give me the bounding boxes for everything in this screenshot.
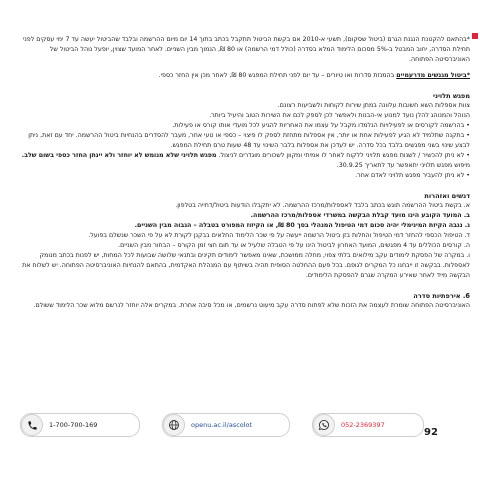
whatsapp-contact-pill[interactable] — [312, 413, 424, 437]
phone-number-1: 1-700-700-169 — [49, 421, 98, 429]
website-link[interactable]: openu.ac.il/ascolot — [191, 421, 253, 429]
section1-bold-line: מפגש תלויני שלא מנומש לא יוחזר ולא יינתן החזר כספי בשום שלב. — [21, 152, 217, 159]
section-title-notes: דגשים ואזהרות — [424, 192, 470, 200]
whatsapp-number: 052-2369397 — [341, 421, 385, 429]
contact-footer — [20, 413, 460, 443]
intro-note: *בהתאם להקטנת הנגנת הגרם (ביטול שסקום), תשעי א-2010 אם בקשת הביטול תתקבל בכתב בתוך 14 יום מיום ההרשמה ובלבד שהביטול יעשה עד 7 ימי עסקים לפני תחילת הסדרה, יחוב המבטל ב-5% מסכום הלימוד המלא בסדרה (כולל דמי הרשמה) או 80 ₪, הנמוך מבין השניים. לאחר המועד שצוין, יופעל נוהל הביטול של האוניברסיטה הפתוחה. — [22, 36, 470, 63]
globe-icon — [163, 414, 185, 436]
phone-contact-pill[interactable] — [20, 413, 140, 437]
whatsapp-icon — [313, 414, 335, 436]
section2-line-c: ג. נגבה הקיזת המינימלי יהיה סכום דמי הטיפול המנהלי בסך 80 ₪, או הקיזוז המפורט בטבלה – הגבוה מבין השניים. — [134, 222, 470, 229]
section2-line-d: ד. הטיפול הכספי להחזר דמי הטיפול והחלות בזן ביטול הרשמה ייעשה על פי שכר הלימוד החלאים בבקנן לקורת לא על פי השכר שנשלם בפועל. — [88, 232, 470, 239]
section1-line: • בהרשמה לקורסים או לפעילויות הנלמדו מקבל על עצמו את האחריות להגיע לכל מועדי אותו קורס או פעילות. — [172, 122, 470, 129]
section1-line: צוות אספלות השא חשובות עלוונה במתן שירות לקוחות ולשביעות רצונם. — [277, 102, 470, 109]
section1-line: • לא ניתן להכשיר / לשנות מפגש תלויני ללקוח לאחר לו אמיתי ומקוון לשכורים מוגדרים לניצול. מפגש תלויני שלא מנומש לא יוחזר ולא יינתן החזר כספי בשום שלב. — [21, 152, 470, 159]
section1-line: • בתקנה שתלמיד לא הגיע לפעילות אחת או יותר, אין אספלות מתחזת לספק לו פיצוי – כספי או טעי אחר, מעבר להסדרים בהנחיות ביטול ההרשמה. יחד עם זאת, ניתן לבצע שינוי בשני מפגשים בלבד בכל סדרה. יש לעדכן את אספלות בלבר השינוי עד 48 שעות טרם תחילת המפגש. — [28, 132, 470, 149]
section1-line: הנוהל והמנוהג להלן נועד למנוע אי-הבנות ולאפשר לכן לספק לכם את השירות הטוב והיעיל ביותר. — [209, 112, 470, 119]
section2-line-e: ה. קורסים הכוללים עד 4 מפגשים, המועד האחרון לביטול הינו על פי הטבלה שלעיל או עד תום חצי זמן הקורס – הבחור מבין השניים. — [118, 242, 470, 249]
section3-body: האוניברסיטה הפתוחה שומרת לעצמה את הזכות שלא לפתוח סדרה עקב מיעוט נרשמים, או מכל סיבה אחרת. במקרים אלה יוחזר לנרשם מלוא שכר הלימוד ששולם. — [33, 302, 470, 309]
section2-line-b: ב. המועד הקובע הינו מועד קבלת הבקשה במשרדי אספלות/מרכז ההרשמה. — [250, 212, 470, 219]
semester-note-underlined: *ביטול מגנשים מדרעמיים — [396, 72, 470, 79]
section-title-series-opening: 6. אירפתיות סדרה — [413, 292, 470, 300]
phone-icon — [21, 414, 43, 436]
section1-line: מיפוש מפגש תלויני יתאפשר עד לתאריך 30.9.25. — [336, 162, 470, 169]
policy-text-block — [18, 35, 470, 311]
section1-line: • לא ניתן להעביר מפגש תלויני לאדם אחר. — [355, 172, 470, 179]
red-corner-marker — [472, 33, 478, 39]
section2-line-a: א. בקשת ביטול ההרשמה תוגש בכתב בלבד לאספלות/מרכז ההרשמה. לא יתקבלו הודעות ביטול/דחייה בטלפון. — [175, 202, 470, 209]
website-pill[interactable] — [162, 413, 290, 437]
section-title-single-session: מפגש תלויני — [433, 92, 470, 100]
semester-cancellation-note — [18, 71, 470, 81]
page-number: 92 — [424, 427, 438, 438]
semester-note-rest: בהמנזת סדרות ואו טיורים – עד יום לפני תחילת המפגש 80 ₪, לאחר מכן אין החזר כספי. — [158, 72, 397, 79]
section2-line-f: ו. במקרה של הפסקת לימודים עקב מילואים בלתי צפוי, מחלה ממושכת, שאינו מאפשר לימודים תקינים ובתנאי שלושה שבועות לכל המחות, יש לפנות בכתב מנומק לאספלות. בבקשה זו ייבחנו כל המקרים לגופם. בכל פעם ההחלטה הסופית תהיה בשיתוף עם המנהלת האקדמית, בהתאם להנחיות האוניברסיטה הפתוחה. יש לשלוח את הבקשה מייד לאחר שאירע המקרה שגרם להפסקת הלימודים. — [22, 252, 470, 279]
